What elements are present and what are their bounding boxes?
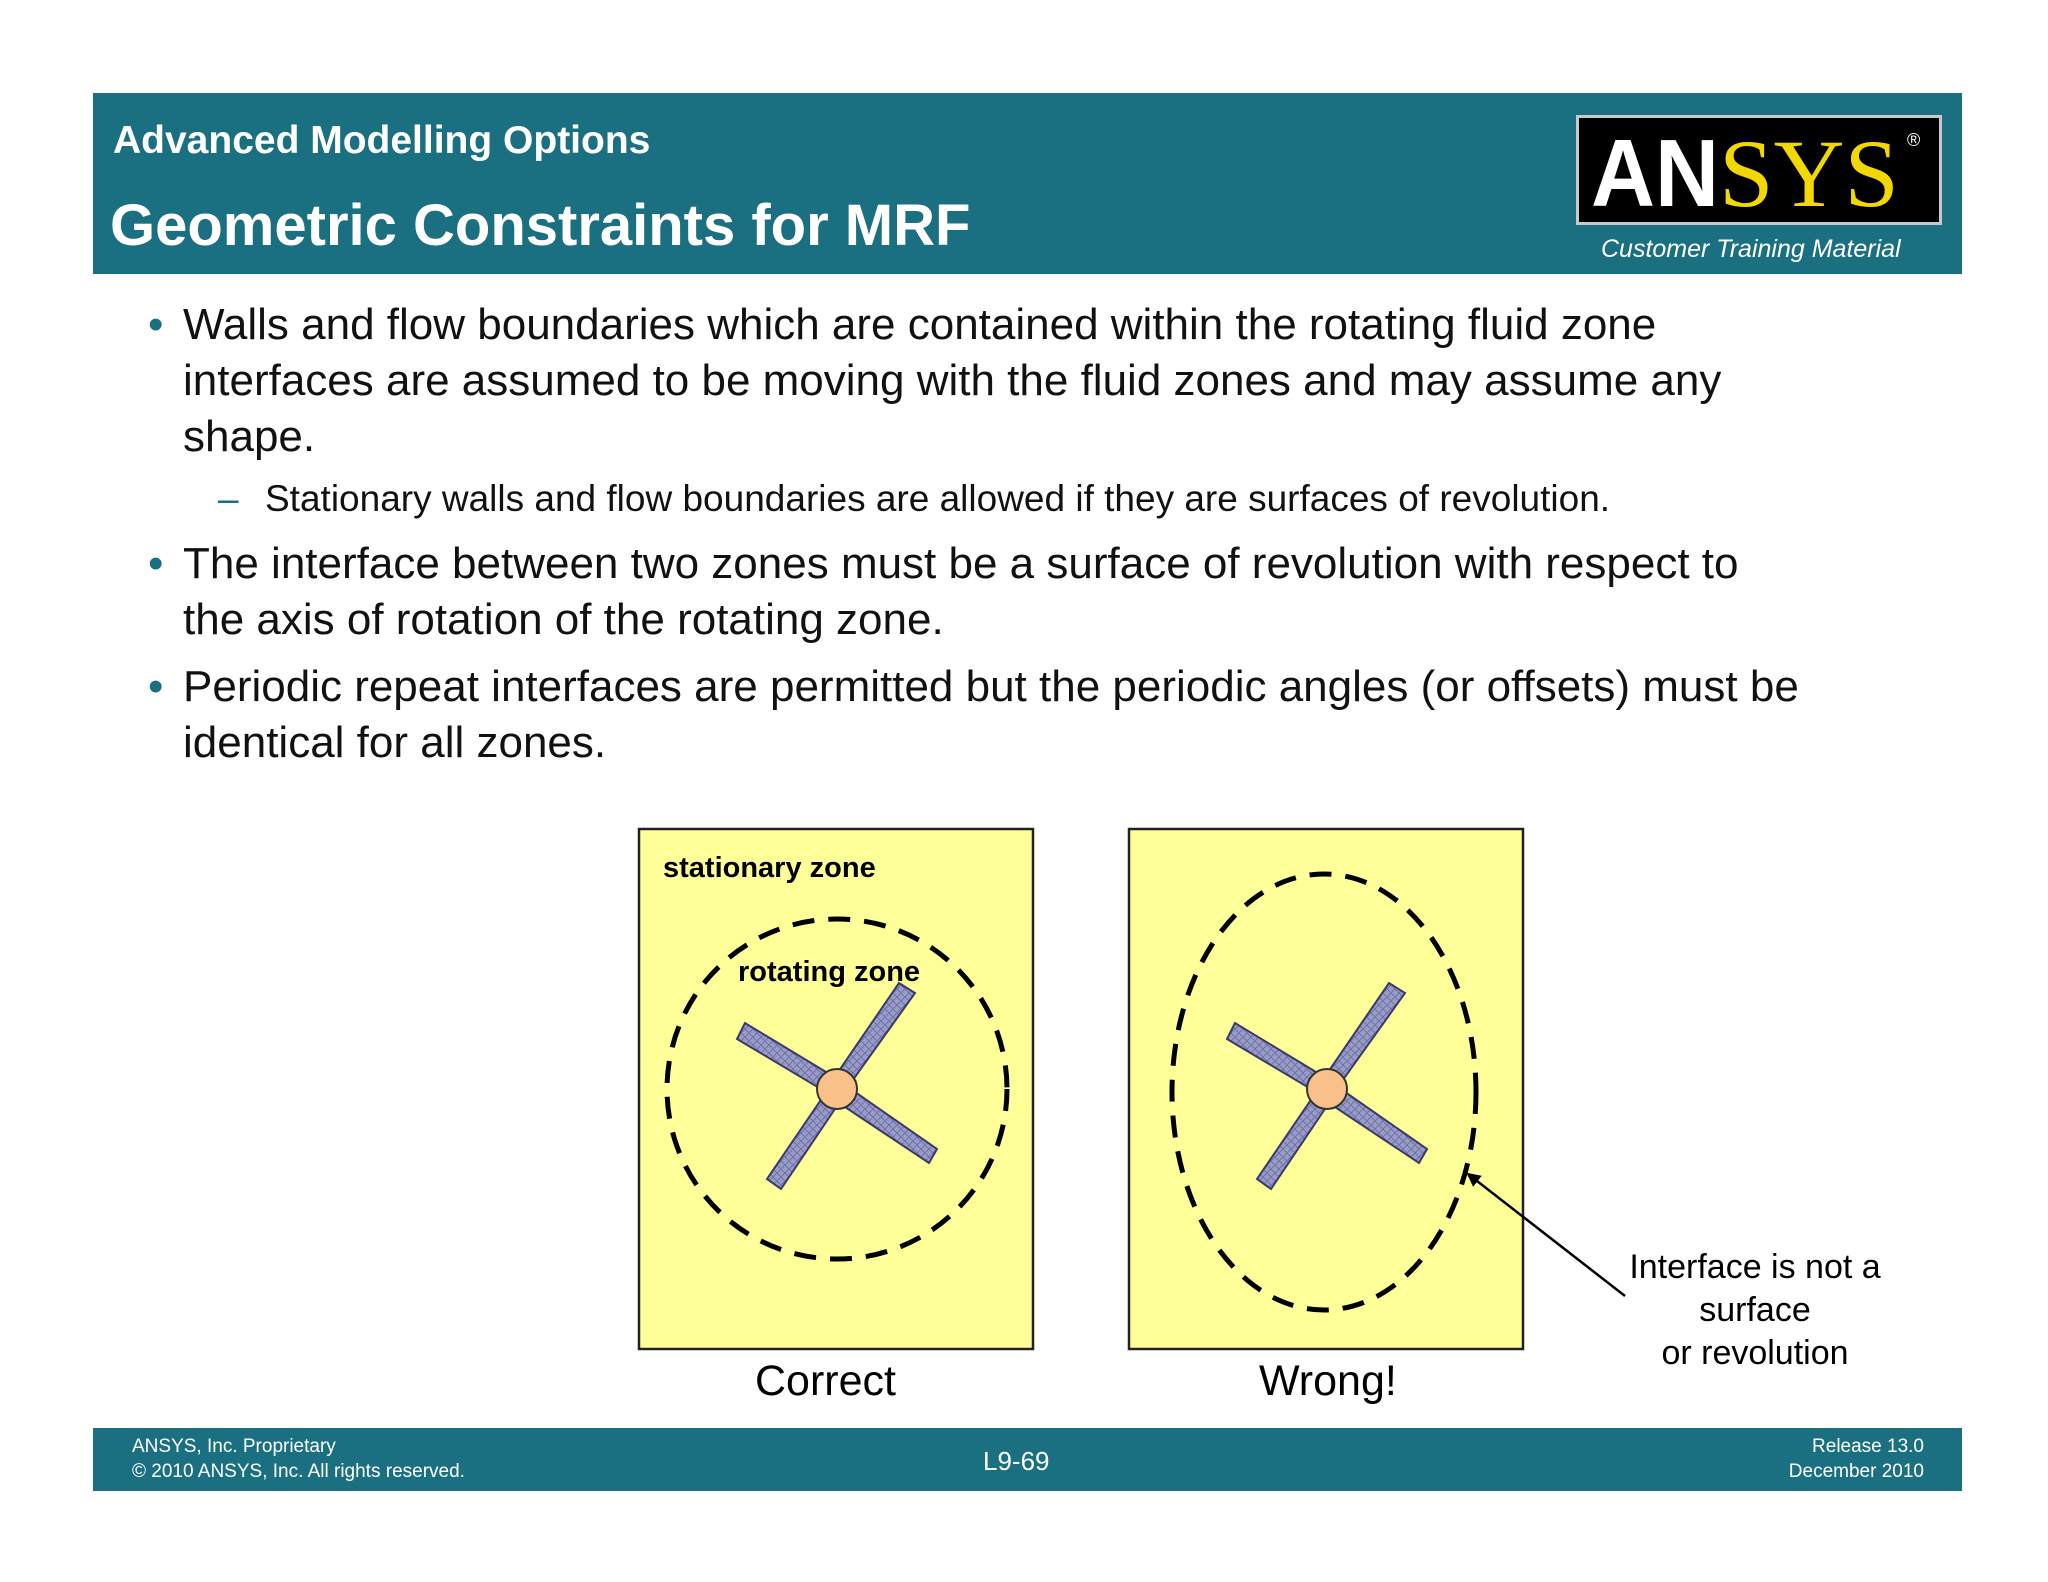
footer-date: December 2010 (1788, 1461, 1924, 1482)
wrong-caption: Wrong! (1259, 1357, 1397, 1405)
correct-caption: Correct (755, 1357, 896, 1405)
bullet-1-line-2: interfaces are assumed to be moving with the fluid zones and may assume any (183, 356, 1722, 405)
bullet-2-line-2: the axis of rotation of the rotating zone. (183, 595, 944, 644)
footer-bar (93, 1428, 1962, 1491)
footer-proprietary: ANSYS, Inc. Proprietary (132, 1436, 336, 1457)
logo-text-an: AN (1591, 120, 1719, 222)
customer-training-label: Customer Training Material (1601, 235, 1901, 263)
annotation-line-2: surface (1699, 1291, 1811, 1329)
bullet-1-line-1: Walls and flow boundaries which are contained within the rotating fluid zone (183, 300, 1657, 349)
footer-copyright: © 2010 ANSYS, Inc. All rights reserved. (132, 1461, 465, 1482)
slide-title: Geometric Constraints for MRF (110, 193, 971, 258)
bullet-2-line-1: The interface between two zones must be a surface of revolution with respect to (183, 539, 1739, 588)
interface-annotation (1585, 1246, 1925, 1375)
bullet-marker: • (148, 300, 164, 349)
logo-registered-mark: ® (1907, 130, 1921, 150)
impeller-hub (817, 1069, 857, 1109)
stationary-zone-label: stationary zone (663, 852, 876, 884)
annotation-line-1: Interface is not a (1629, 1248, 1881, 1286)
bullet-marker: • (148, 539, 164, 588)
impeller-hub (1307, 1069, 1347, 1109)
sub-bullet-marker: – (218, 478, 239, 519)
logo-text-sys: SYS (1719, 120, 1899, 222)
bullet-3-line-2: identical for all zones. (183, 718, 607, 767)
footer-release: Release 13.0 (1812, 1436, 1924, 1457)
annotation-line-3: or revolution (1661, 1334, 1849, 1372)
slide-section-title: Advanced Modelling Options (113, 119, 651, 162)
bullet-3-line-1: Periodic repeat interfaces are permitted but the periodic angles (or offsets) must be (183, 662, 1799, 711)
page-number: L9-69 (983, 1446, 1050, 1476)
bullet-1-line-3: shape. (183, 412, 316, 461)
bullet-marker: • (148, 662, 164, 711)
rotating-zone-label: rotating zone (738, 956, 921, 988)
bullet-1-subitem: Stationary walls and flow boundaries are allowed if they are surfaces of revolution. (265, 478, 1611, 519)
